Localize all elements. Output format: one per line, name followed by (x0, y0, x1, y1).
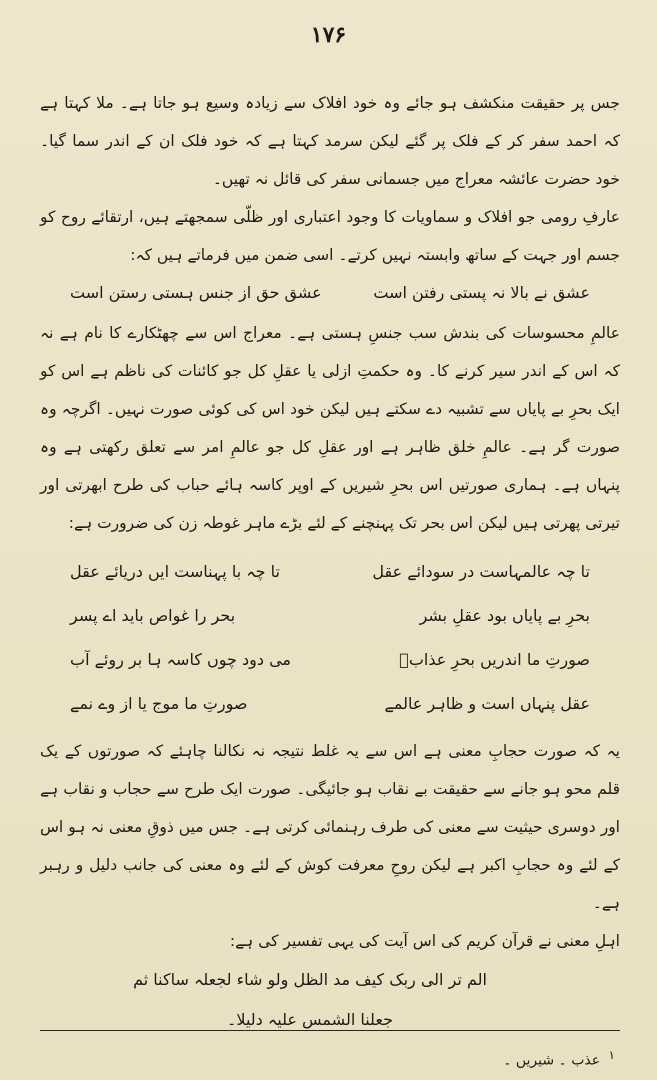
quran-line: جعلنا الشمس علیہ دلیلا۔ (227, 1010, 393, 1029)
paragraph: عالمِ محسوسات کی بندش سب جنسِ ہستی ہے۔ معراج اس سے چھٹکارے کا نام ہے نہ کہ اس کے اندر سیر کرنے کا۔ وہ حکمتِ ازلی یا عقلِ کل جو کائنات کی ناظم ہے اس کو ایک بحرِ بے پایاں سے تشبیہ دے سکتے ہیں لیکن خود اس کی کوئی صورت نہیں۔ اگرچہ وہ صورت گر ہے۔ عالمِ خلق ظاہر ہے اور عقلِ کل جو عالمِ امر سے تعلق رکھتی ہے وہ پنہاں ہے۔ ہماری صورتیں اس بحرِ شیریں کے اوپر کاسہ ہائے حباب کی طرح ابھرتی اور تیرتی پھرتی ہیں لیکن اس بحر تک پہنچنے کے لئے بڑے ماہر غوطہ زن کی ضرورت ہے: (40, 324, 620, 532)
verse-couplet (70, 550, 590, 594)
verse-right: تا چہ عالمہاست در سودائے عقل (372, 562, 590, 581)
verse-left: می دود چوں کاسہ ہا بر روئے آب (70, 650, 291, 669)
verse-left: بحر را غواص باید اے پسر (70, 606, 236, 625)
couplet (70, 276, 590, 310)
footnote-text: عذب ۔ شیریں ۔ (503, 1052, 601, 1069)
verse-right: صورتِ ما اندریں بحرِ عذابؐ (399, 650, 590, 669)
paragraph: عارفِ رومی جو افلاک و سماویات کا وجود اعتباری اور ظلّی سمجھتے ہیں، ارتقائے روح کو جسم اور جہت کے ساتھ وابستہ نہیں کرتے۔ اسی ضمن میں فرماتے ہیں کہ: (40, 208, 620, 264)
verse-couplet (70, 638, 590, 682)
page-number: ۱۷۶ (310, 22, 347, 48)
paragraph: یہ کہ صورت حجابِ معنی ہے اس سے یہ غلط نتیجہ نہ نکالنا چاہئے کہ صورتوں کے یک قلم محو ہو جانے سے حقیقت بے نقاب ہو جائیگی۔ صورت ایک طرح سے حجاب و نقاب ہے اور دوسری حیثیت سے معنی کی طرف رہنمائی کرتی ہے۔ جس میں ذوقِ معنی نہ ہو اس کے لئے وہ حجابِ اکبر ہے لیکن روحِ معرفت کوش کے لئے وہ معنی کی جانب دلیل و رہبر ہے۔ (40, 742, 620, 912)
paragraph: جس پر حقیقت منکشف ہو جائے وہ خود افلاک سے زیادہ وسیع ہو جاتا ہے۔ ملا کہتا ہے کہ احمد سفر کر کے فلک پر گئے لیکن سرمد کہتا ہے کہ خود فلک ان کے اندر سما گیا۔ خود حضرت عائشہ معراج میں جسمانی سفر کی قائل نہ تھیں۔ (40, 94, 620, 188)
verse-couplet (70, 682, 590, 726)
footnote-divider (40, 1030, 620, 1031)
couplet-right-hemistich: عشق نے بالا نہ پستی رفتن است (373, 283, 590, 302)
verse-couplet (70, 594, 590, 638)
verse-right: بحرِ بے پایاں بود عقلِ بشر (419, 606, 590, 625)
couplet-left-hemistich: عشق حق از جنس ہستی رستن است (70, 283, 322, 302)
body-text (40, 84, 620, 1040)
footnote (503, 1040, 615, 1076)
paragraph: اہلِ معنی نے قرآن کریم کی اس آیت کی یہی تفسیر کی ہے: (229, 932, 620, 950)
footnote-marker: ۱ (608, 1048, 615, 1062)
quran-line: الم تر الی ربک کیف مد الظل ولو شاء لجعلہ ساکنا ثم (133, 970, 487, 989)
verse-left: صورتِ ما موج یا از وے نمے (70, 694, 248, 713)
verse-block (40, 550, 620, 726)
verse-right: عقل پنہاں است و ظاہر عالمے (384, 694, 590, 713)
quran-verse (40, 960, 620, 1040)
verse-left: تا چہ با پہناست ایں دریائے عقل (70, 562, 280, 581)
